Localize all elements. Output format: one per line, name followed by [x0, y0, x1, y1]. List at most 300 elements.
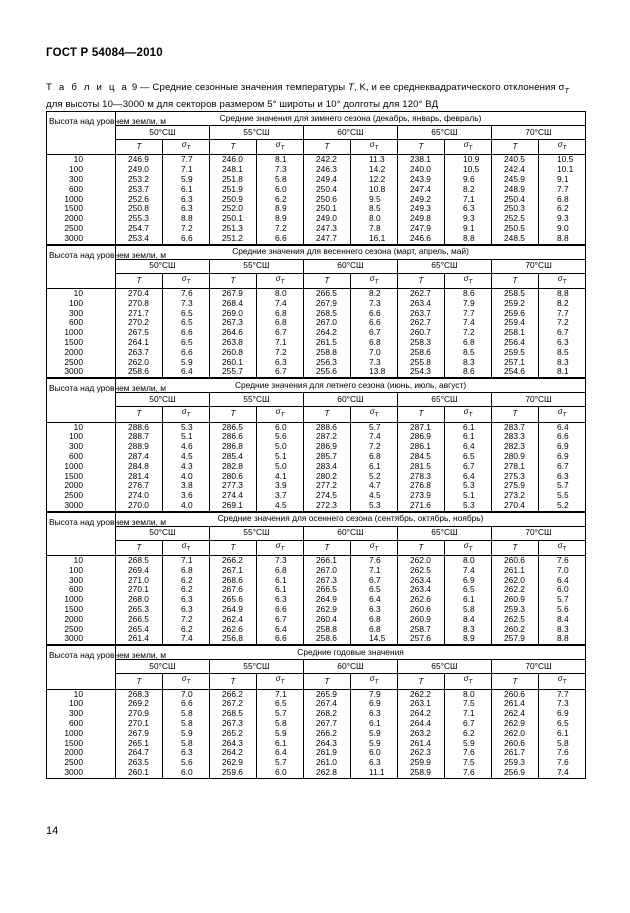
- latitude-header: 60°СШ: [304, 393, 398, 407]
- latitude-header: 70°СШ: [492, 393, 586, 407]
- temperature-cell: 283.7: [492, 422, 539, 432]
- sigma-cell: 9.1: [539, 175, 586, 185]
- caption-number: 9: [131, 82, 138, 93]
- sigma-cell: 6.4: [445, 472, 492, 482]
- sigma-cell: 7.6: [445, 768, 492, 778]
- latitude-row: [47, 393, 586, 407]
- sigma-letter: σ: [463, 674, 469, 684]
- sigma-cell: 6.3: [351, 758, 398, 768]
- sigma-cell: 5.3: [163, 422, 210, 432]
- latitude-header: 65°СШ: [398, 126, 492, 140]
- temperature-cell: 257.6: [398, 634, 445, 644]
- sigma-cell: 6.6: [163, 348, 210, 358]
- height-column-header: Высота над уровнем земли, м: [47, 379, 116, 422]
- temperature-cell: 288.6: [116, 422, 163, 432]
- sigma-cell: 4.0: [163, 501, 210, 511]
- temperature-cell: 246.0: [210, 155, 257, 165]
- sigma-cell: 6.4: [257, 748, 304, 758]
- sigma-cell: 8.8: [539, 234, 586, 244]
- sigma-cell: 7.0: [163, 689, 210, 699]
- temperature-cell: 262.6: [398, 595, 445, 605]
- temperature-cell: 287.4: [116, 452, 163, 462]
- sigma-cell: 8.5: [539, 348, 586, 358]
- sigma-symbol: [539, 674, 586, 689]
- sigma-cell: 7.4: [445, 318, 492, 328]
- sigma-letter: σ: [369, 674, 375, 684]
- sigma-cell: 6.4: [539, 422, 586, 432]
- temperature-cell: 262.6: [210, 625, 257, 635]
- height-column-header: Высота над уровнем земли, м: [47, 112, 116, 155]
- temperature-cell: 288.9: [116, 442, 163, 452]
- temperature-cell: 264.2: [210, 748, 257, 758]
- sigma-symbol: [163, 273, 210, 288]
- sigma-letter: σ: [557, 674, 563, 684]
- sigma-cell: 11.1: [351, 768, 398, 778]
- sigma-cell: 8.2: [445, 185, 492, 195]
- sigma-cell: 7.4: [257, 299, 304, 309]
- sigma-subscript: T: [374, 546, 379, 553]
- sigma-cell: 6.9: [445, 576, 492, 586]
- sigma-cell: 7.2: [351, 442, 398, 452]
- temperature-cell: 286.5: [210, 422, 257, 432]
- sigma-subscript: T: [280, 546, 285, 553]
- sigma-symbol: [445, 674, 492, 689]
- height-cell: 1000: [47, 195, 116, 205]
- temperature-cell: 249.4: [304, 175, 351, 185]
- temperature-cell: 259.6: [210, 768, 257, 778]
- temperature-cell: 263.5: [116, 758, 163, 768]
- seasonal-temperature-tables: [46, 111, 585, 779]
- temperature-cell: 286.8: [210, 442, 257, 452]
- height-cell: 3000: [47, 768, 116, 778]
- temperature-cell: 270.1: [116, 719, 163, 729]
- temperature-cell: 247.3: [304, 224, 351, 234]
- sigma-cell: 10.9: [445, 155, 492, 165]
- sigma-cell: 8.3: [445, 358, 492, 368]
- temperature-symbol: T: [304, 540, 351, 555]
- sigma-cell: 6.8: [351, 338, 398, 348]
- temperature-cell: 252.6: [116, 195, 163, 205]
- sigma-cell: 7.5: [445, 758, 492, 768]
- temperature-cell: 260.9: [398, 615, 445, 625]
- sigma-cell: 6.7: [445, 462, 492, 472]
- sigma-cell: 8.8: [539, 288, 586, 298]
- temperature-cell: 260.8: [210, 348, 257, 358]
- table-row: [47, 367, 586, 377]
- temperature-cell: 249.0: [304, 214, 351, 224]
- sigma-cell: 7.1: [163, 556, 210, 566]
- temperature-cell: 269.2: [116, 699, 163, 709]
- temperature-cell: 267.3: [210, 318, 257, 328]
- sigma-cell: 7.2: [539, 318, 586, 328]
- temperature-cell: 261.5: [304, 338, 351, 348]
- sigma-cell: 6.1: [539, 729, 586, 739]
- temperature-symbol: T: [398, 674, 445, 689]
- temperature-cell: 262.7: [398, 288, 445, 298]
- sigma-letter: σ: [181, 273, 187, 283]
- sigma-cell: 7.3: [163, 299, 210, 309]
- height-cell: 10: [47, 689, 116, 699]
- sigma-symbol: [445, 140, 492, 155]
- height-column-header: Высота над уровнем земли, м: [47, 646, 116, 689]
- sigma-cell: 6.4: [163, 367, 210, 377]
- height-cell: 3000: [47, 501, 116, 511]
- sigma-cell: 5.6: [257, 432, 304, 442]
- sigma-cell: 6.4: [539, 576, 586, 586]
- sigma-letter: σ: [463, 540, 469, 550]
- temperature-cell: 266.1: [304, 556, 351, 566]
- temperature-cell: 280.2: [304, 472, 351, 482]
- table-row: [47, 234, 586, 244]
- caption-text-3: для высоты 10—3000 м для секторов размером 5° широты и 10° долготы для 120° ВД: [46, 98, 439, 110]
- temperature-cell: 252.0: [210, 204, 257, 214]
- temperature-cell: 266.5: [304, 585, 351, 595]
- temperature-cell: 248.9: [492, 185, 539, 195]
- sigma-cell: 7.0: [539, 566, 586, 576]
- season-title: Средние значения для летнего сезона (июнь, июль, август): [116, 379, 586, 393]
- temperature-cell: 267.9: [210, 288, 257, 298]
- temperature-symbol: T: [398, 540, 445, 555]
- temperature-cell: 260.4: [304, 615, 351, 625]
- symbol-row: [47, 140, 586, 155]
- sigma-cell: 6.7: [445, 719, 492, 729]
- sigma-cell: 6.3: [257, 595, 304, 605]
- sigma-cell: 6.5: [163, 338, 210, 348]
- temperature-symbol: T: [304, 273, 351, 288]
- sigma-cell: 7.2: [163, 615, 210, 625]
- temperature-cell: 263.4: [398, 299, 445, 309]
- temperature-symbol: T: [492, 674, 539, 689]
- temperature-cell: 287.2: [304, 432, 351, 442]
- temperature-cell: 256.4: [492, 338, 539, 348]
- temperature-cell: 262.0: [492, 729, 539, 739]
- sigma-cell: 5.8: [257, 175, 304, 185]
- sigma-cell: 6.7: [351, 328, 398, 338]
- temperature-cell: 262.9: [304, 605, 351, 615]
- height-cell: 100: [47, 299, 116, 309]
- sigma-subscript: T: [468, 412, 473, 419]
- sigma-subscript: T: [186, 279, 191, 286]
- height-cell: 10: [47, 556, 116, 566]
- sigma-cell: 7.7: [163, 155, 210, 165]
- height-cell: 2000: [47, 481, 116, 491]
- temperature-cell: 251.2: [210, 234, 257, 244]
- temperature-cell: 266.2: [210, 689, 257, 699]
- sigma-cell: 5.8: [445, 605, 492, 615]
- sigma-cell: 8.5: [351, 204, 398, 214]
- temperature-cell: 281.4: [116, 472, 163, 482]
- sigma-cell: 6.5: [445, 452, 492, 462]
- temperature-cell: 245.9: [492, 175, 539, 185]
- height-cell: 300: [47, 309, 116, 319]
- temperature-cell: 265.3: [116, 605, 163, 615]
- sigma-cell: 7.1: [445, 195, 492, 205]
- temperature-cell: 249.8: [398, 214, 445, 224]
- sigma-cell: 5.7: [539, 595, 586, 605]
- sigma-cell: 7.9: [445, 299, 492, 309]
- sigma-cell: 5.9: [163, 358, 210, 368]
- temperature-cell: 250.1: [304, 204, 351, 214]
- temperature-cell: 278.1: [492, 462, 539, 472]
- sigma-cell: 6.1: [257, 585, 304, 595]
- temperature-cell: 269.0: [210, 309, 257, 319]
- height-cell: 1500: [47, 338, 116, 348]
- sigma-letter: σ: [275, 140, 281, 149]
- temperature-cell: 262.9: [492, 719, 539, 729]
- sigma-cell: 6.8: [257, 566, 304, 576]
- sigma-cell: 6.9: [539, 442, 586, 452]
- temperature-cell: 254.7: [116, 224, 163, 234]
- temperature-cell: 249.2: [398, 195, 445, 205]
- sigma-cell: 6.9: [539, 709, 586, 719]
- sigma-cell: 6.3: [539, 338, 586, 348]
- temperature-cell: 273.2: [492, 491, 539, 501]
- sigma-cell: 7.7: [539, 689, 586, 699]
- temperature-cell: 273.9: [398, 491, 445, 501]
- sigma-cell: 6.2: [163, 576, 210, 586]
- sigma-letter: σ: [557, 140, 563, 149]
- latitude-header: 70°СШ: [492, 526, 586, 540]
- season-title-row: [47, 245, 586, 259]
- temperature-cell: 262.3: [398, 748, 445, 758]
- sigma-cell: 8.1: [257, 155, 304, 165]
- temperature-cell: 288.6: [304, 422, 351, 432]
- sigma-cell: 7.0: [351, 348, 398, 358]
- height-cell: 2000: [47, 748, 116, 758]
- temperature-cell: 263.7: [116, 348, 163, 358]
- sigma-cell: 14.2: [351, 165, 398, 175]
- temperature-cell: 265.4: [116, 625, 163, 635]
- sigma-cell: 5.8: [163, 719, 210, 729]
- sigma-cell: 6.6: [163, 699, 210, 709]
- temperature-cell: 258.1: [492, 328, 539, 338]
- temperature-symbol: T: [210, 407, 257, 422]
- height-column-header: Высота над уровнем земли, м: [47, 512, 116, 555]
- sigma-symbol: [163, 540, 210, 555]
- sigma-subscript: T: [562, 145, 567, 152]
- sigma-cell: 5.3: [445, 481, 492, 491]
- temperature-cell: 260.6: [492, 689, 539, 699]
- temperature-symbol: T: [492, 407, 539, 422]
- temperature-symbol: T: [304, 674, 351, 689]
- sigma-subscript: T: [186, 412, 191, 419]
- temperature-cell: 255.6: [304, 367, 351, 377]
- height-cell: 1500: [47, 472, 116, 482]
- sigma-symbol: [445, 407, 492, 422]
- temperature-cell: 256.8: [210, 634, 257, 644]
- temperature-cell: 262.0: [398, 556, 445, 566]
- sigma-cell: 6.2: [163, 585, 210, 595]
- temperature-cell: 262.4: [210, 615, 257, 625]
- height-cell: 100: [47, 165, 116, 175]
- sigma-cell: 7.6: [539, 758, 586, 768]
- sigma-subscript: T: [280, 279, 285, 286]
- temperature-cell: 251.3: [210, 224, 257, 234]
- sigma-cell: 6.6: [257, 634, 304, 644]
- temperature-cell: 261.4: [492, 699, 539, 709]
- sigma-symbol: [351, 674, 398, 689]
- height-cell: 3000: [47, 367, 116, 377]
- height-cell: 600: [47, 318, 116, 328]
- temperature-cell: 276.8: [398, 481, 445, 491]
- sigma-cell: 9.3: [445, 214, 492, 224]
- table-row: [47, 501, 586, 511]
- temperature-symbol: T: [116, 540, 163, 555]
- sigma-cell: 8.8: [539, 634, 586, 644]
- sigma-cell: 7.1: [257, 338, 304, 348]
- height-cell: 2000: [47, 615, 116, 625]
- sigma-cell: 14.5: [351, 634, 398, 644]
- height-cell: 300: [47, 442, 116, 452]
- temperature-cell: 255.3: [116, 214, 163, 224]
- sigma-cell: 5.7: [351, 422, 398, 432]
- height-cell: 2500: [47, 625, 116, 635]
- sigma-cell: 6.4: [257, 625, 304, 635]
- sigma-symbol: [351, 140, 398, 155]
- temperature-cell: 260.7: [398, 328, 445, 338]
- temperature-cell: 268.5: [210, 709, 257, 719]
- sigma-cell: 8.9: [257, 204, 304, 214]
- temperature-cell: 258.6: [398, 348, 445, 358]
- sigma-cell: 7.4: [539, 768, 586, 778]
- season-table: [46, 645, 586, 779]
- temperature-cell: 267.2: [210, 699, 257, 709]
- sigma-symbol: [257, 140, 304, 155]
- sigma-cell: 6.8: [445, 338, 492, 348]
- sigma-cell: 6.5: [257, 699, 304, 709]
- sigma-cell: 5.1: [257, 452, 304, 462]
- sigma-cell: 8.4: [539, 615, 586, 625]
- temperature-cell: 268.2: [304, 709, 351, 719]
- height-cell: 600: [47, 185, 116, 195]
- temperature-cell: 264.7: [116, 748, 163, 758]
- sigma-cell: 6.0: [257, 185, 304, 195]
- latitude-header: 55°СШ: [210, 393, 304, 407]
- sigma-cell: 6.8: [257, 309, 304, 319]
- sigma-cell: 7.1: [445, 709, 492, 719]
- temperature-cell: 264.4: [398, 719, 445, 729]
- sigma-cell: 8.0: [351, 214, 398, 224]
- temperature-cell: 274.4: [210, 491, 257, 501]
- latitude-header: 70°СШ: [492, 259, 586, 273]
- temperature-cell: 268.5: [304, 309, 351, 319]
- sigma-cell: 4.0: [163, 472, 210, 482]
- sigma-cell: 7.3: [351, 358, 398, 368]
- temperature-cell: 262.5: [492, 615, 539, 625]
- sigma-symbol: [539, 540, 586, 555]
- sigma-symbol: [163, 140, 210, 155]
- sigma-cell: 5.8: [163, 709, 210, 719]
- sigma-subscript: T: [280, 412, 285, 419]
- temperature-cell: 240.0: [398, 165, 445, 175]
- sigma-cell: 6.8: [351, 625, 398, 635]
- sigma-cell: 7.3: [351, 299, 398, 309]
- sigma-subscript: T: [468, 145, 473, 152]
- temperature-cell: 265.6: [210, 595, 257, 605]
- temperature-cell: 281.5: [398, 462, 445, 472]
- temperature-cell: 261.4: [398, 739, 445, 749]
- sigma-cell: 6.5: [445, 585, 492, 595]
- sigma-cell: 5.9: [351, 739, 398, 749]
- temperature-cell: 259.2: [492, 299, 539, 309]
- sigma-cell: 3.9: [257, 481, 304, 491]
- sigma-cell: 3.6: [163, 491, 210, 501]
- sigma-cell: 8.0: [257, 288, 304, 298]
- latitude-row: [47, 660, 586, 674]
- latitude-row: [47, 126, 586, 140]
- temperature-cell: 269.4: [116, 566, 163, 576]
- sigma-letter: σ: [557, 540, 563, 550]
- temperature-cell: 280.9: [492, 452, 539, 462]
- sigma-cell: 5.0: [257, 462, 304, 472]
- sigma-letter: σ: [275, 273, 281, 283]
- season-table: [46, 245, 586, 379]
- temperature-cell: 278.3: [398, 472, 445, 482]
- sigma-cell: 6.5: [163, 318, 210, 328]
- temperature-symbol: T: [304, 140, 351, 155]
- sigma-cell: 7.6: [163, 288, 210, 298]
- sigma-symbol: [351, 540, 398, 555]
- sigma-cell: 6.9: [351, 699, 398, 709]
- sigma-letter: σ: [275, 407, 281, 417]
- temperature-cell: 260.6: [492, 556, 539, 566]
- latitude-header: 50°СШ: [116, 126, 210, 140]
- temperature-cell: 255.8: [398, 358, 445, 368]
- height-cell: 2500: [47, 358, 116, 368]
- sigma-cell: 10.5: [539, 155, 586, 165]
- sigma-cell: 6.7: [351, 576, 398, 586]
- sigma-cell: 7.4: [445, 566, 492, 576]
- sigma-cell: 6.6: [351, 318, 398, 328]
- temperature-cell: 286.6: [210, 432, 257, 442]
- height-cell: 600: [47, 452, 116, 462]
- temperature-cell: 264.9: [210, 605, 257, 615]
- temperature-cell: 276.7: [116, 481, 163, 491]
- sigma-cell: 6.7: [257, 615, 304, 625]
- sigma-cell: 7.2: [257, 348, 304, 358]
- height-cell: 100: [47, 432, 116, 442]
- temperature-cell: 275.3: [492, 472, 539, 482]
- temperature-cell: 263.2: [398, 729, 445, 739]
- temperature-cell: 253.2: [116, 175, 163, 185]
- sigma-cell: 6.6: [163, 328, 210, 338]
- sigma-cell: 6.7: [539, 462, 586, 472]
- temperature-cell: 285.4: [210, 452, 257, 462]
- temperature-symbol: T: [398, 140, 445, 155]
- sigma-subscript: T: [280, 145, 285, 152]
- temperature-symbol: T: [210, 273, 257, 288]
- temperature-cell: 258.7: [398, 625, 445, 635]
- temperature-cell: 250.4: [304, 185, 351, 195]
- sigma-symbol: [445, 540, 492, 555]
- height-cell: 1000: [47, 462, 116, 472]
- sigma-cell: 10.1: [539, 165, 586, 175]
- temperature-symbol: T: [210, 674, 257, 689]
- temperature-cell: 242.4: [492, 165, 539, 175]
- temperature-cell: 280.6: [210, 472, 257, 482]
- season-title: Средние значения для зимнего сезона (декабрь, январь, февраль): [116, 112, 586, 126]
- sigma-symbol: [257, 674, 304, 689]
- sigma-cell: 7.3: [257, 556, 304, 566]
- temperature-cell: 250.8: [116, 204, 163, 214]
- temperature-cell: 266.2: [304, 729, 351, 739]
- temperature-cell: 252.5: [492, 214, 539, 224]
- sigma-cell: 6.1: [445, 595, 492, 605]
- temperature-cell: 283.4: [304, 462, 351, 472]
- season-title-row: [47, 512, 586, 526]
- sigma-cell: 6.7: [257, 367, 304, 377]
- height-cell: 1000: [47, 729, 116, 739]
